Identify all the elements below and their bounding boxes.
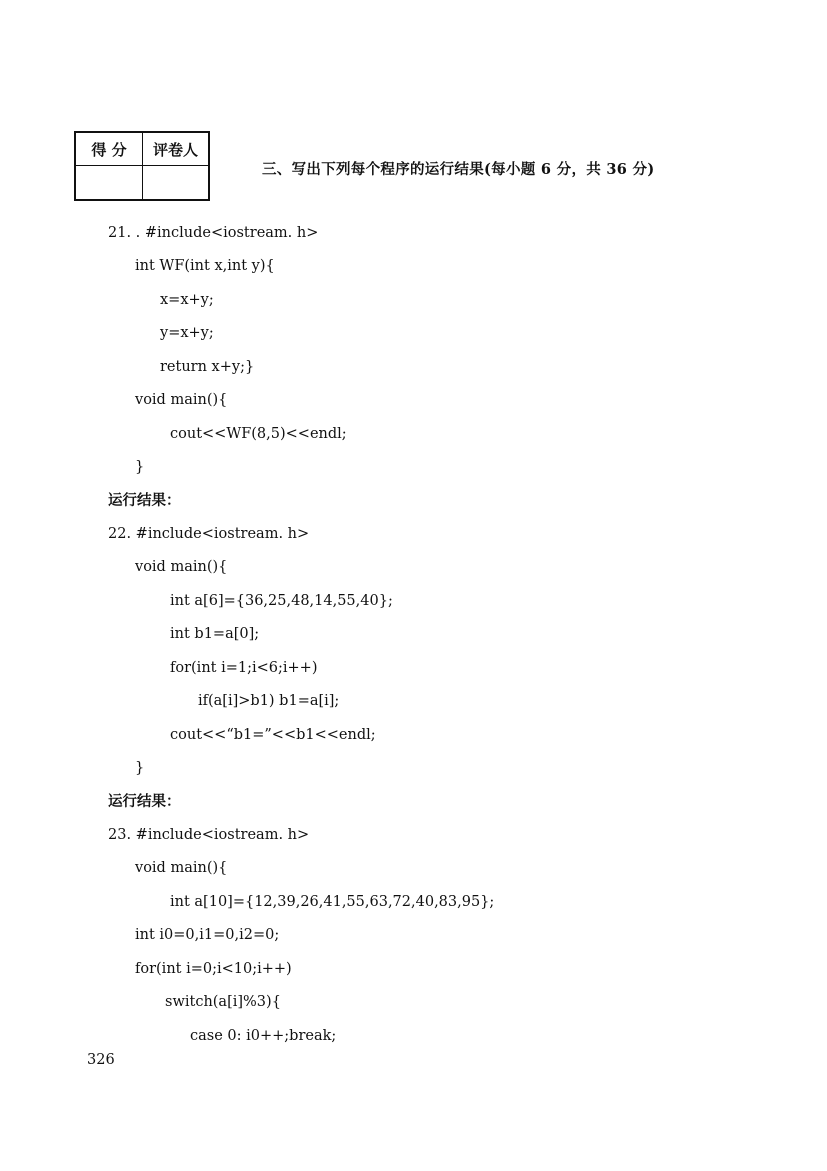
q23-line-7: case 0: i0++;break; <box>190 1028 337 1044</box>
q22-line-4: int b1=a[0]; <box>170 626 260 642</box>
grader-header: 评卷人 <box>143 132 210 166</box>
q23-line-6: switch(a[i]%3){ <box>165 994 281 1010</box>
q23-line-5: for(int i=0;i<10;i++) <box>135 961 292 977</box>
q22-line-7: cout<<“b1=”<<b1<<endl; <box>170 727 376 743</box>
q23-line-3: int a[10]={12,39,26,41,55,63,72,40,83,95}; <box>170 894 495 910</box>
q21-result-label: 运行结果： <box>108 492 181 509</box>
q21-line-4: y=x+y; <box>160 325 214 341</box>
q21-line-6: void main(){ <box>135 392 228 408</box>
q23-line-1: 23. #include<iostream. h> <box>108 827 310 843</box>
q22-line-5: for(int i=1;i<6;i++) <box>170 660 318 676</box>
q23-line-2: void main(){ <box>135 860 228 876</box>
q21-line-5: return x+y;} <box>160 359 255 375</box>
q23-line-4: int i0=0,i1=0,i2=0; <box>135 927 280 943</box>
q21-line-1: 21. . #include<iostream. h> <box>108 225 319 241</box>
q21-line-3: x=x+y; <box>160 292 214 308</box>
score-cell <box>75 166 143 201</box>
q21-line-2: int WF(int x,int y){ <box>135 258 275 274</box>
q22-line-3: int a[6]={36,25,48,14,55,40}; <box>170 593 393 609</box>
q21-line-7: cout<<WF(8,5)<<endl; <box>170 426 347 442</box>
page-number: 326 <box>87 1052 115 1068</box>
section-title: 三、写出下列每个程序的运行结果(每小题 6 分，共 36 分) <box>262 161 655 178</box>
q22-line-2: void main(){ <box>135 559 228 575</box>
grader-cell <box>143 166 210 201</box>
q21-line-8: } <box>135 459 145 475</box>
score-header: 得 分 <box>75 132 143 166</box>
q22-result-label: 运行结果： <box>108 793 181 810</box>
q22-line-1: 22. #include<iostream. h> <box>108 526 310 542</box>
q22-line-6: if(a[i]>b1) b1=a[i]; <box>198 693 340 709</box>
q22-line-8: } <box>135 760 145 776</box>
score-table <box>74 131 210 201</box>
